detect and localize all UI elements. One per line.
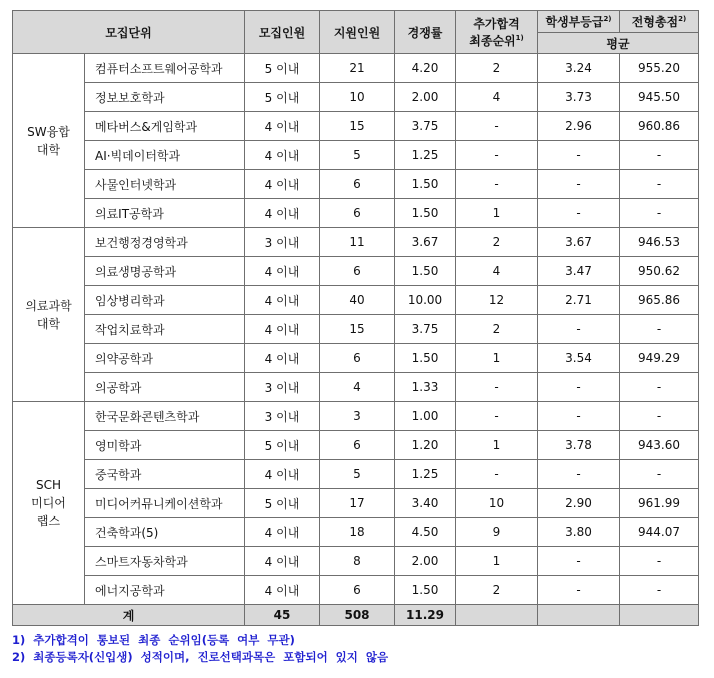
header-avg: 평균: [538, 33, 699, 54]
table-row: [13, 315, 699, 344]
score-cell: 961.99: [620, 489, 699, 518]
total-score: [620, 605, 699, 626]
applicants-cell: 3: [320, 402, 395, 431]
header-extra-line2: 최종순위: [469, 34, 516, 48]
quota-cell: 4 이내: [245, 460, 320, 489]
grade-cell: -: [538, 315, 620, 344]
total-applicants: 508: [320, 605, 395, 626]
extra-rank-cell: 4: [456, 257, 538, 286]
applicants-cell: 15: [320, 112, 395, 141]
applicants-cell: 4: [320, 373, 395, 402]
grade-cell: -: [538, 460, 620, 489]
grade-cell: 2.71: [538, 286, 620, 315]
table-row: [13, 576, 699, 605]
ratio-cell: 1.25: [395, 141, 456, 170]
ratio-cell: 1.33: [395, 373, 456, 402]
grade-cell: 3.54: [538, 344, 620, 373]
major-cell: 한국문화콘텐츠학과: [85, 402, 245, 431]
major-cell: 의약공학과: [85, 344, 245, 373]
grade-cell: 3.78: [538, 431, 620, 460]
quota-cell: 5 이내: [245, 54, 320, 83]
table-row: [13, 141, 699, 170]
table-row: [13, 402, 699, 431]
grade-cell: -: [538, 402, 620, 431]
score-cell: -: [620, 170, 699, 199]
college-name: [13, 402, 85, 605]
table-header: [13, 11, 699, 54]
table-body: [13, 54, 699, 626]
quota-cell: 5 이내: [245, 489, 320, 518]
college-name-line: 의료과학: [25, 298, 72, 313]
major-cell: 컴퓨터소프트웨어공학과: [85, 54, 245, 83]
major-cell: 보건행정경영학과: [85, 228, 245, 257]
extra-rank-cell: 2: [456, 54, 538, 83]
quota-cell: 4 이내: [245, 141, 320, 170]
college-name-line: SW융합: [27, 124, 70, 139]
quota-cell: 4 이내: [245, 199, 320, 228]
table-row: [13, 460, 699, 489]
score-cell: 950.62: [620, 257, 699, 286]
ratio-cell: 3.75: [395, 315, 456, 344]
applicants-cell: 21: [320, 54, 395, 83]
ratio-cell: 4.20: [395, 54, 456, 83]
total-quota: 45: [245, 605, 320, 626]
extra-rank-cell: 1: [456, 431, 538, 460]
footnote-2: 2) 최종등록자(신입생) 성적이며, 진로선택과목은 포함되어 있지 않음: [12, 650, 389, 664]
applicants-cell: 10: [320, 83, 395, 112]
extra-rank-cell: 1: [456, 344, 538, 373]
ratio-cell: 3.75: [395, 112, 456, 141]
ratio-cell: 2.00: [395, 547, 456, 576]
footnotes: [12, 632, 698, 666]
ratio-cell: 10.00: [395, 286, 456, 315]
header-score: [620, 11, 699, 33]
extra-rank-cell: 2: [456, 315, 538, 344]
ratio-cell: 1.50: [395, 344, 456, 373]
ratio-cell: 1.25: [395, 460, 456, 489]
ratio-cell: 1.50: [395, 170, 456, 199]
applicants-cell: 6: [320, 170, 395, 199]
major-cell: 임상병리학과: [85, 286, 245, 315]
score-cell: -: [620, 373, 699, 402]
applicants-cell: 5: [320, 141, 395, 170]
major-cell: 의료IT공학과: [85, 199, 245, 228]
table-row: [13, 83, 699, 112]
extra-rank-cell: -: [456, 170, 538, 199]
applicants-cell: 15: [320, 315, 395, 344]
header-applicants: 지원인원: [320, 11, 395, 54]
extra-rank-cell: -: [456, 402, 538, 431]
grade-cell: 3.73: [538, 83, 620, 112]
results-document: [12, 10, 698, 666]
score-cell: -: [620, 402, 699, 431]
header-grade-label: 학생부등급: [545, 15, 604, 29]
grade-cell: -: [538, 547, 620, 576]
quota-cell: 4 이내: [245, 576, 320, 605]
extra-rank-cell: 1: [456, 199, 538, 228]
ratio-cell: 2.00: [395, 83, 456, 112]
quota-cell: 4 이내: [245, 315, 320, 344]
total-grade: [538, 605, 620, 626]
major-cell: 미디어커뮤니케이션학과: [85, 489, 245, 518]
quota-cell: 5 이내: [245, 431, 320, 460]
ratio-cell: 1.00: [395, 402, 456, 431]
table-row: [13, 547, 699, 576]
score-cell: 945.50: [620, 83, 699, 112]
quota-cell: 4 이내: [245, 112, 320, 141]
total-extra: [456, 605, 538, 626]
header-ratio: 경쟁률: [395, 11, 456, 54]
score-cell: -: [620, 141, 699, 170]
major-cell: 사물인터넷학과: [85, 170, 245, 199]
ratio-cell: 4.50: [395, 518, 456, 547]
extra-rank-cell: 12: [456, 286, 538, 315]
quota-cell: 3 이내: [245, 402, 320, 431]
table-row: [13, 199, 699, 228]
grade-cell: -: [538, 170, 620, 199]
extra-rank-cell: -: [456, 141, 538, 170]
quota-cell: 4 이내: [245, 286, 320, 315]
applicants-cell: 5: [320, 460, 395, 489]
score-cell: 955.20: [620, 54, 699, 83]
major-cell: 작업치료학과: [85, 315, 245, 344]
admission-results-table: [12, 10, 699, 626]
score-cell: 943.60: [620, 431, 699, 460]
header-grade-sup: 2): [603, 15, 612, 23]
applicants-cell: 6: [320, 257, 395, 286]
applicants-cell: 6: [320, 576, 395, 605]
major-cell: 메타버스&게임학과: [85, 112, 245, 141]
extra-rank-cell: 9: [456, 518, 538, 547]
grade-cell: 3.67: [538, 228, 620, 257]
college-name-line: SCH: [35, 478, 62, 492]
score-cell: -: [620, 460, 699, 489]
table-row: [13, 170, 699, 199]
major-cell: 영미학과: [85, 431, 245, 460]
major-cell: 건축학과(5): [85, 518, 245, 547]
header-quota: 모집인원: [245, 11, 320, 54]
extra-rank-cell: -: [456, 373, 538, 402]
college-name-line: 미디어: [31, 496, 66, 510]
major-cell: 중국학과: [85, 460, 245, 489]
table-row: [13, 373, 699, 402]
quota-cell: 3 이내: [245, 228, 320, 257]
quota-cell: 4 이내: [245, 170, 320, 199]
header-score-label: 전형총점: [631, 15, 679, 29]
grade-cell: -: [538, 199, 620, 228]
header-extra-sup: 1): [515, 34, 524, 42]
table-row: [13, 518, 699, 547]
score-cell: -: [620, 547, 699, 576]
header-unit: 모집단위: [13, 11, 245, 54]
quota-cell: 4 이내: [245, 547, 320, 576]
table-row: [13, 489, 699, 518]
grade-cell: 3.80: [538, 518, 620, 547]
footnote-1: 1) 추가합격이 통보된 최종 순위임(등록 여부 무관): [12, 633, 295, 647]
quota-cell: 5 이내: [245, 83, 320, 112]
score-cell: 944.07: [620, 518, 699, 547]
grade-cell: 2.90: [538, 489, 620, 518]
score-cell: 965.86: [620, 286, 699, 315]
header-extra: [456, 11, 538, 54]
quota-cell: 4 이내: [245, 518, 320, 547]
applicants-cell: 6: [320, 431, 395, 460]
table-row: [13, 344, 699, 373]
header-grade: [538, 11, 620, 33]
ratio-cell: 3.67: [395, 228, 456, 257]
college-name-line: 대학: [36, 316, 61, 331]
applicants-cell: 6: [320, 344, 395, 373]
major-cell: 의료생명공학과: [85, 257, 245, 286]
applicants-cell: 18: [320, 518, 395, 547]
college-name-line: 랩스: [36, 514, 61, 528]
table-row: [13, 228, 699, 257]
quota-cell: 4 이내: [245, 344, 320, 373]
applicants-cell: 40: [320, 286, 395, 315]
total-row: [13, 605, 699, 626]
ratio-cell: 1.50: [395, 199, 456, 228]
score-cell: -: [620, 315, 699, 344]
grade-cell: -: [538, 141, 620, 170]
extra-rank-cell: 10: [456, 489, 538, 518]
ratio-cell: 1.50: [395, 257, 456, 286]
quota-cell: 3 이내: [245, 373, 320, 402]
extra-rank-cell: 4: [456, 83, 538, 112]
major-cell: 정보보호학과: [85, 83, 245, 112]
table-row: [13, 257, 699, 286]
grade-cell: -: [538, 373, 620, 402]
score-cell: 946.53: [620, 228, 699, 257]
score-cell: -: [620, 199, 699, 228]
applicants-cell: 6: [320, 199, 395, 228]
total-label: 계: [13, 605, 245, 626]
quota-cell: 4 이내: [245, 257, 320, 286]
grade-cell: 2.96: [538, 112, 620, 141]
extra-rank-cell: 1: [456, 547, 538, 576]
header-extra-line1: 추가합격: [473, 17, 520, 31]
extra-rank-cell: -: [456, 112, 538, 141]
college-name: [13, 228, 85, 402]
applicants-cell: 17: [320, 489, 395, 518]
major-cell: AI·빅데이터학과: [85, 141, 245, 170]
grade-cell: -: [538, 576, 620, 605]
major-cell: 에너지공학과: [85, 576, 245, 605]
ratio-cell: 3.40: [395, 489, 456, 518]
table-row: [13, 112, 699, 141]
extra-rank-cell: -: [456, 460, 538, 489]
college-name-line: 대학: [36, 142, 61, 157]
score-cell: 960.86: [620, 112, 699, 141]
score-cell: 949.29: [620, 344, 699, 373]
table-row: [13, 431, 699, 460]
applicants-cell: 8: [320, 547, 395, 576]
score-cell: -: [620, 576, 699, 605]
header-score-sup: 2): [678, 15, 687, 23]
grade-cell: 3.47: [538, 257, 620, 286]
extra-rank-cell: 2: [456, 228, 538, 257]
applicants-cell: 11: [320, 228, 395, 257]
ratio-cell: 1.20: [395, 431, 456, 460]
extra-rank-cell: 2: [456, 576, 538, 605]
table-row: [13, 286, 699, 315]
major-cell: 스마트자동차학과: [85, 547, 245, 576]
college-name: [13, 54, 85, 228]
major-cell: 의공학과: [85, 373, 245, 402]
ratio-cell: 1.50: [395, 576, 456, 605]
total-ratio: 11.29: [395, 605, 456, 626]
table-row: [13, 54, 699, 83]
grade-cell: 3.24: [538, 54, 620, 83]
